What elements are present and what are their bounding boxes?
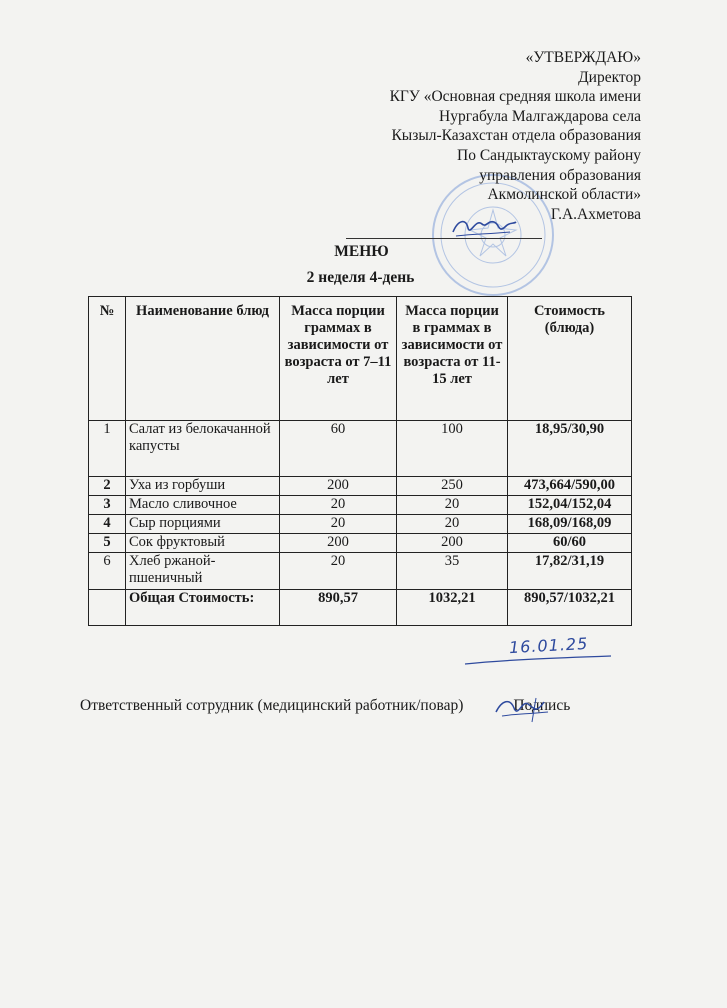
approval-block — [390, 48, 641, 224]
row-name: Хлеб ржаной-пшеничный — [126, 553, 280, 590]
row-mass-7-11: 60 — [280, 421, 397, 477]
row-num: 4 — [89, 515, 126, 534]
row-name: Масло сливочное — [126, 496, 280, 515]
responsible-signature — [492, 690, 550, 724]
header-name: Наименование блюд — [126, 297, 280, 421]
header-num: № — [89, 297, 126, 421]
approval-line: управления образования — [479, 166, 641, 184]
row-cost: 60/60 — [508, 534, 632, 553]
approval-line: Акмолинской области» — [487, 186, 641, 204]
menu-title: МЕНЮ — [334, 243, 389, 260]
table-total-row — [89, 590, 632, 626]
row-mass-7-11: 20 — [280, 496, 397, 515]
row-num: 5 — [89, 534, 126, 553]
header-mass-7-11: Масса порции граммах в зависимости от возраста от 7–11 лет — [280, 297, 397, 421]
header-mass-11-15: Масса порции в граммах в зависимости от возраста от 11-15 лет — [397, 297, 508, 421]
row-mass-11-15: 200 — [397, 534, 508, 553]
row-mass-7-11: 200 — [280, 534, 397, 553]
director-signature — [448, 212, 518, 242]
approval-signer: Г.А.Ахметова — [550, 205, 641, 223]
total-mass-11-15: 1032,21 — [397, 590, 508, 626]
total-cost: 890,57/1032,21 — [508, 590, 632, 626]
table-row — [89, 496, 632, 515]
row-name: Салат из белокачанной капусты — [126, 421, 280, 477]
handwritten-date: 16.01.25 — [508, 633, 589, 658]
row-num: 3 — [89, 496, 126, 515]
row-mass-11-15: 20 — [397, 515, 508, 534]
row-num: 2 — [89, 477, 126, 496]
approval-line: По Сандыктаускому району — [457, 146, 641, 164]
row-cost: 473,664/590,00 — [508, 477, 632, 496]
row-cost: 152,04/152,04 — [508, 496, 632, 515]
row-cost: 168,09/168,09 — [508, 515, 632, 534]
table-header-row — [89, 297, 632, 421]
table-row — [89, 421, 632, 477]
signature-label: Подпись — [513, 697, 571, 714]
row-cost: 18,95/30,90 — [508, 421, 632, 477]
row-mass-7-11: 20 — [280, 515, 397, 534]
menu-subtitle: 2 неделя 4-день — [306, 269, 415, 286]
row-name: Сыр порциями — [126, 515, 280, 534]
approval-line: КГУ «Основная средняя школа имени — [389, 88, 641, 106]
row-mass-11-15: 100 — [397, 421, 508, 477]
table-row — [89, 477, 632, 496]
total-label: Общая Стоимость: — [126, 590, 280, 626]
approval-line: Кызыл-Казахстан отдела образования — [391, 127, 641, 145]
menu-table — [88, 296, 632, 626]
row-num: 6 — [89, 553, 126, 590]
row-mass-11-15: 250 — [397, 477, 508, 496]
table-row — [89, 515, 632, 534]
row-cost: 17,82/31,19 — [508, 553, 632, 590]
approval-heading: «УТВЕРЖДАЮ» — [525, 49, 641, 66]
row-name: Уха из горбуши — [126, 477, 280, 496]
row-mass-11-15: 35 — [397, 553, 508, 590]
header-cost: Стоимость (блюда) — [508, 297, 632, 421]
approval-line: Нургабула Малгаждарова села — [439, 107, 641, 125]
table-row — [89, 553, 632, 590]
approval-line: Директор — [578, 68, 641, 86]
table-row — [89, 534, 632, 553]
row-name: Сок фруктовый — [126, 534, 280, 553]
responsible-text: Ответственный сотрудник (медицинский работник/повар) — [80, 697, 464, 714]
date-underline — [463, 654, 613, 668]
row-mass-7-11: 20 — [280, 553, 397, 590]
row-num: 1 — [89, 421, 126, 477]
total-mass-7-11: 890,57 — [280, 590, 397, 626]
row-mass-7-11: 200 — [280, 477, 397, 496]
row-mass-11-15: 20 — [397, 496, 508, 515]
total-num-empty — [89, 590, 126, 626]
